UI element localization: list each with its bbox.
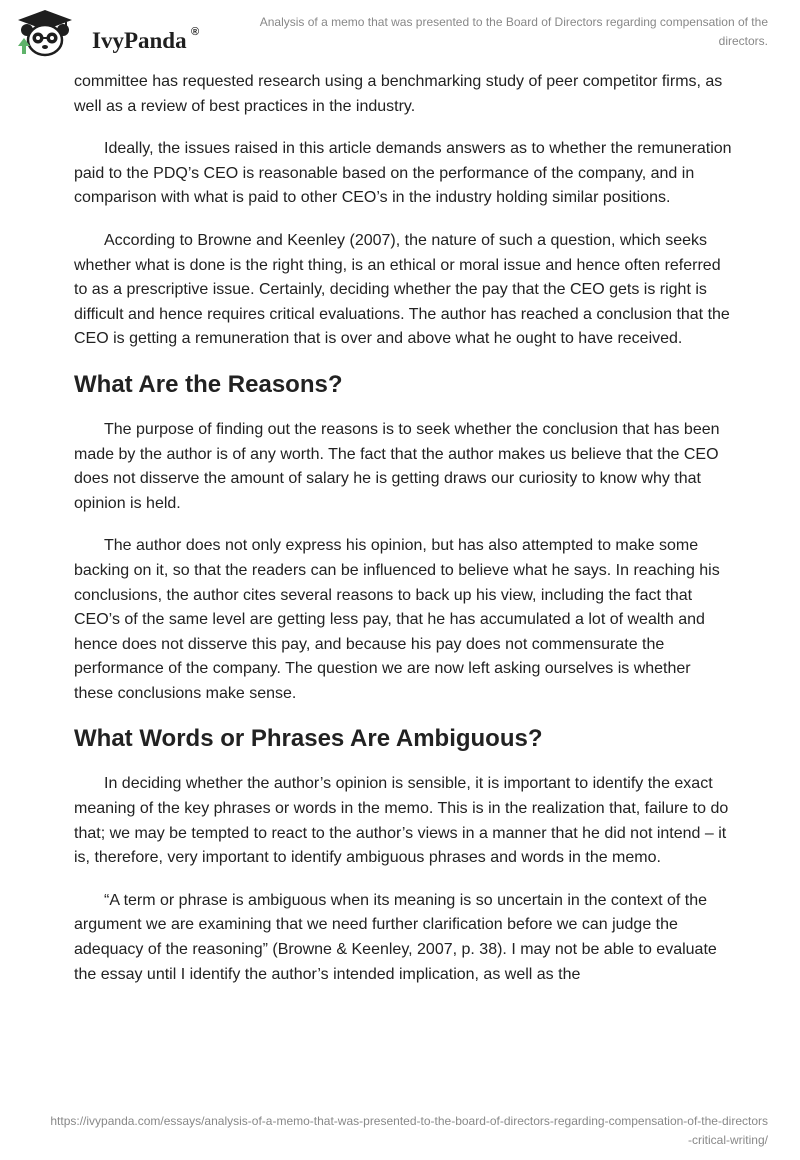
paragraph: “A term or phrase is ambiguous when its meaning is so uncertain in the context of the argument we are examining that we need further clarification before we can judge the adequacy of the reasoning” (Browne & Keenley, 2007, p. 38). I may not be able to evaluate the essay until I identify the author’s intended implication, as well as the	[74, 891, 717, 983]
section-heading: What Words or Phrases Are Ambiguous?	[74, 725, 543, 753]
brand-name: IvyPanda	[92, 28, 187, 53]
paragraph: committee has requested research using a benchmarking study of peer competitor firms, as well as a review of best practices in the industry.	[74, 73, 723, 115]
paragraph: The purpose of finding out the reasons is to seek whether the conclusion that has been made by the author is of any worth. The fact that the author makes us believe that the CEO does not disserve the amount of salary he is getting draws our curiosity to know why that opinion is held.	[74, 420, 720, 512]
paragraph: The author does not only express his opinion, but has also attempted to make some backing on it, so that the readers can be influenced to believe what he says. In reaching his conclusions, the author cites several reasons to back up his view, including the fact that CEO’s of the same level are getting less pay, that he has accumulated a lot of wealth and hence does not disserve this pay, and because his pay does not commensurate the performance of the company. The question we are now left asking ourselves is whether these conclusions make sense.	[74, 537, 720, 702]
paragraph: In deciding whether the author’s opinion is sensible, it is important to identify the exact meaning of the key phrases or words in the memo. This is in the realization that, failure to do that; we may be tempted to react to the author’s views in a manner that he did not intend – it is, therefore, very important to identify ambiguous phrases and words in the memo.	[74, 775, 729, 867]
paragraph: Ideally, the issues raised in this article demands answers as to whether the remuneration paid to the PDQ’s CEO is reasonable based on the performance of the company, and in comparison with what is paid to other CEO’s in the industry holding similar positions.	[74, 140, 732, 207]
article-body	[74, 70, 734, 1005]
paragraph: According to Browne and Keenley (2007), the nature of such a question, which seeks whether what is done is the right thing, is an ethical or moral issue and hence often referred to as a prescriptive issue. Certainly, deciding whether the pay that the CEO gets is right is difficult and hence requires critical evaluations. The author has reached a conclusion that the CEO is getting a remuneration that is over and above what he ought to have received.	[74, 231, 730, 348]
registered-mark: ®	[191, 26, 200, 38]
ivypanda-logo[interactable]	[14, 8, 214, 60]
ivypanda-logo-icon	[14, 8, 76, 58]
source-url[interactable]: https://ivypanda.com/essays/analysis-of-a-memo-that-was-presented-to-the-board-of-directors-regarding-compensation-of-the-directors-critical-writing/	[50, 1114, 768, 1147]
section-heading: What Are the Reasons?	[74, 370, 343, 398]
page-header	[0, 0, 800, 66]
document-title: Analysis of a memo that was presented to the Board of Directors regarding compensation of the directors.	[259, 15, 768, 48]
